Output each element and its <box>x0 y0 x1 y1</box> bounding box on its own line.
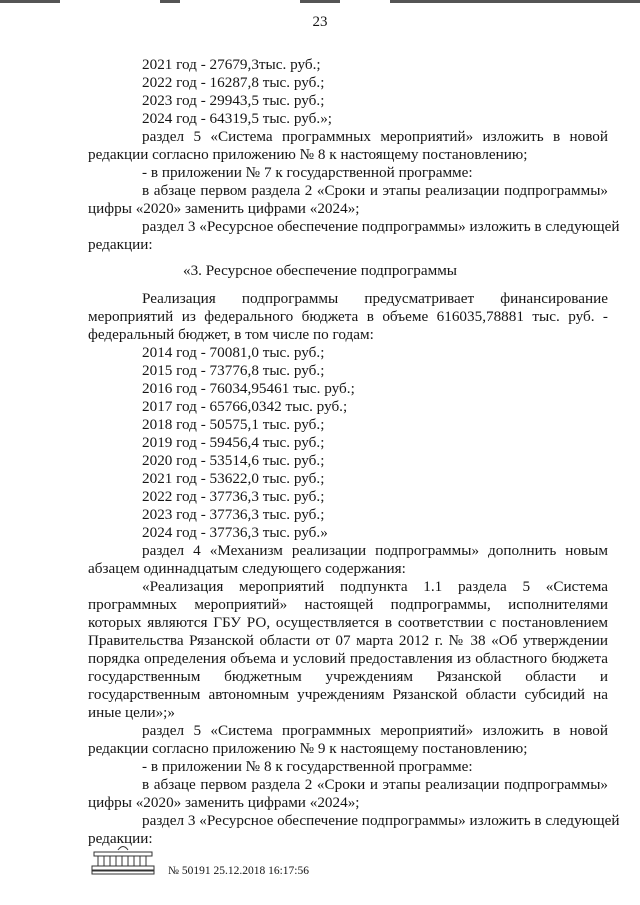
text-line: программных мероприятий» настоящей подпрограммы, исполнителями <box>88 596 608 613</box>
text-line: редакции согласно приложению № 8 к настоящему постановлению; <box>88 146 528 163</box>
text-line: раздел 5 «Система программных мероприятий» изложить в новой <box>142 722 608 739</box>
text-line: раздел 5 «Система программных мероприятий» изложить в новой <box>142 128 608 145</box>
text-line: абзацем одиннадцатым следующего содержания: <box>88 560 406 577</box>
text-line: иные цели»;» <box>88 704 175 721</box>
year-line: 2022 год - 37736,3 тыс. руб.; <box>142 488 325 505</box>
text-line: «Реализация мероприятий подпункта 1.1 раздела 5 «Система <box>142 578 608 595</box>
text-line: раздел 4 «Механизм реализации подпрограммы» дополнить новым <box>142 542 608 559</box>
text-line: 2024 год - 64319,5 тыс. руб.»; <box>142 110 333 127</box>
text-line: раздел 3 «Ресурсное обеспечение подпрограммы» изложить в следующей <box>142 812 620 829</box>
page-number: 23 <box>312 14 328 30</box>
text-line: в абзаце первом раздела 2 «Сроки и этапы реализации подпрограммы» <box>142 182 608 199</box>
text-line: 2022 год - 16287,8 тыс. руб.; <box>142 74 325 91</box>
year-line: 2021 год - 53622,0 тыс. руб.; <box>142 470 325 487</box>
year-line: 2020 год - 53514,6 тыс. руб.; <box>142 452 325 469</box>
text-line: мероприятий из федерального бюджета в объеме 616035,78881 тыс. руб. - <box>88 308 608 325</box>
scan-edge-artifact <box>0 0 640 6</box>
text-line: федеральный бюджет, в том числе по годам: <box>88 326 374 343</box>
text-line: - в приложении № 7 к государственной программе: <box>142 164 473 181</box>
text-line: редакции согласно приложению № 9 к настоящему постановлению; <box>88 740 528 757</box>
text-line: Реализация подпрограммы предусматривает финансирование <box>142 290 608 307</box>
year-line: 2017 год - 65766,0342 тыс. руб.; <box>142 398 348 415</box>
text-line: раздел 3 «Ресурсное обеспечение подпрограммы» изложить в следующей <box>142 218 620 235</box>
section-heading: «3. Ресурсное обеспечение подпрограммы <box>182 262 458 279</box>
year-line: 2019 год - 59456,4 тыс. руб.; <box>142 434 325 451</box>
text-line: редакции: <box>88 236 153 253</box>
text-line: которых являются ГБУ РО, осуществляется в соответствии с постановлением <box>88 614 608 631</box>
text-line: государственным автономным учреждениям Рязанской области субсидий на <box>88 686 608 703</box>
text-line: 2021 год - 27679,3тыс. руб.; <box>142 56 321 73</box>
year-line: 2015 год - 73776,8 тыс. руб.; <box>142 362 325 379</box>
text-line: государственным бюджетным учреждениям Рязанской области и <box>88 668 608 685</box>
text-line: - в приложении № 8 к государственной программе: <box>142 758 473 775</box>
text-line: цифры «2020» заменить цифрами «2024»; <box>88 200 360 217</box>
text-line: цифры «2020» заменить цифрами «2024»; <box>88 794 360 811</box>
text-line: редакции: <box>88 830 153 847</box>
year-line: 2023 год - 37736,3 тыс. руб.; <box>142 506 325 523</box>
year-line: 2018 год - 50575,1 тыс. руб.; <box>142 416 325 433</box>
year-line: 2024 год - 37736,3 тыс. руб.» <box>142 524 328 541</box>
year-line: 2014 год - 70081,0 тыс. руб.; <box>142 344 325 361</box>
text-line: Правительства Рязанской области от 07 марта 2012 г. № 38 «Об утверждении <box>88 632 608 649</box>
text-line: порядка определения объема и условий предоставления из областного бюджета <box>88 650 608 667</box>
text-line: 2023 год - 29943,5 тыс. руб.; <box>142 92 325 109</box>
year-line: 2016 год - 76034,95461 тыс. руб.; <box>142 380 355 397</box>
text-line: в абзаце первом раздела 2 «Сроки и этапы реализации подпрограммы» <box>142 776 608 793</box>
government-building-logo-icon <box>88 842 158 876</box>
document-code: № 50191 25.12.2018 16:17:56 <box>168 865 309 877</box>
